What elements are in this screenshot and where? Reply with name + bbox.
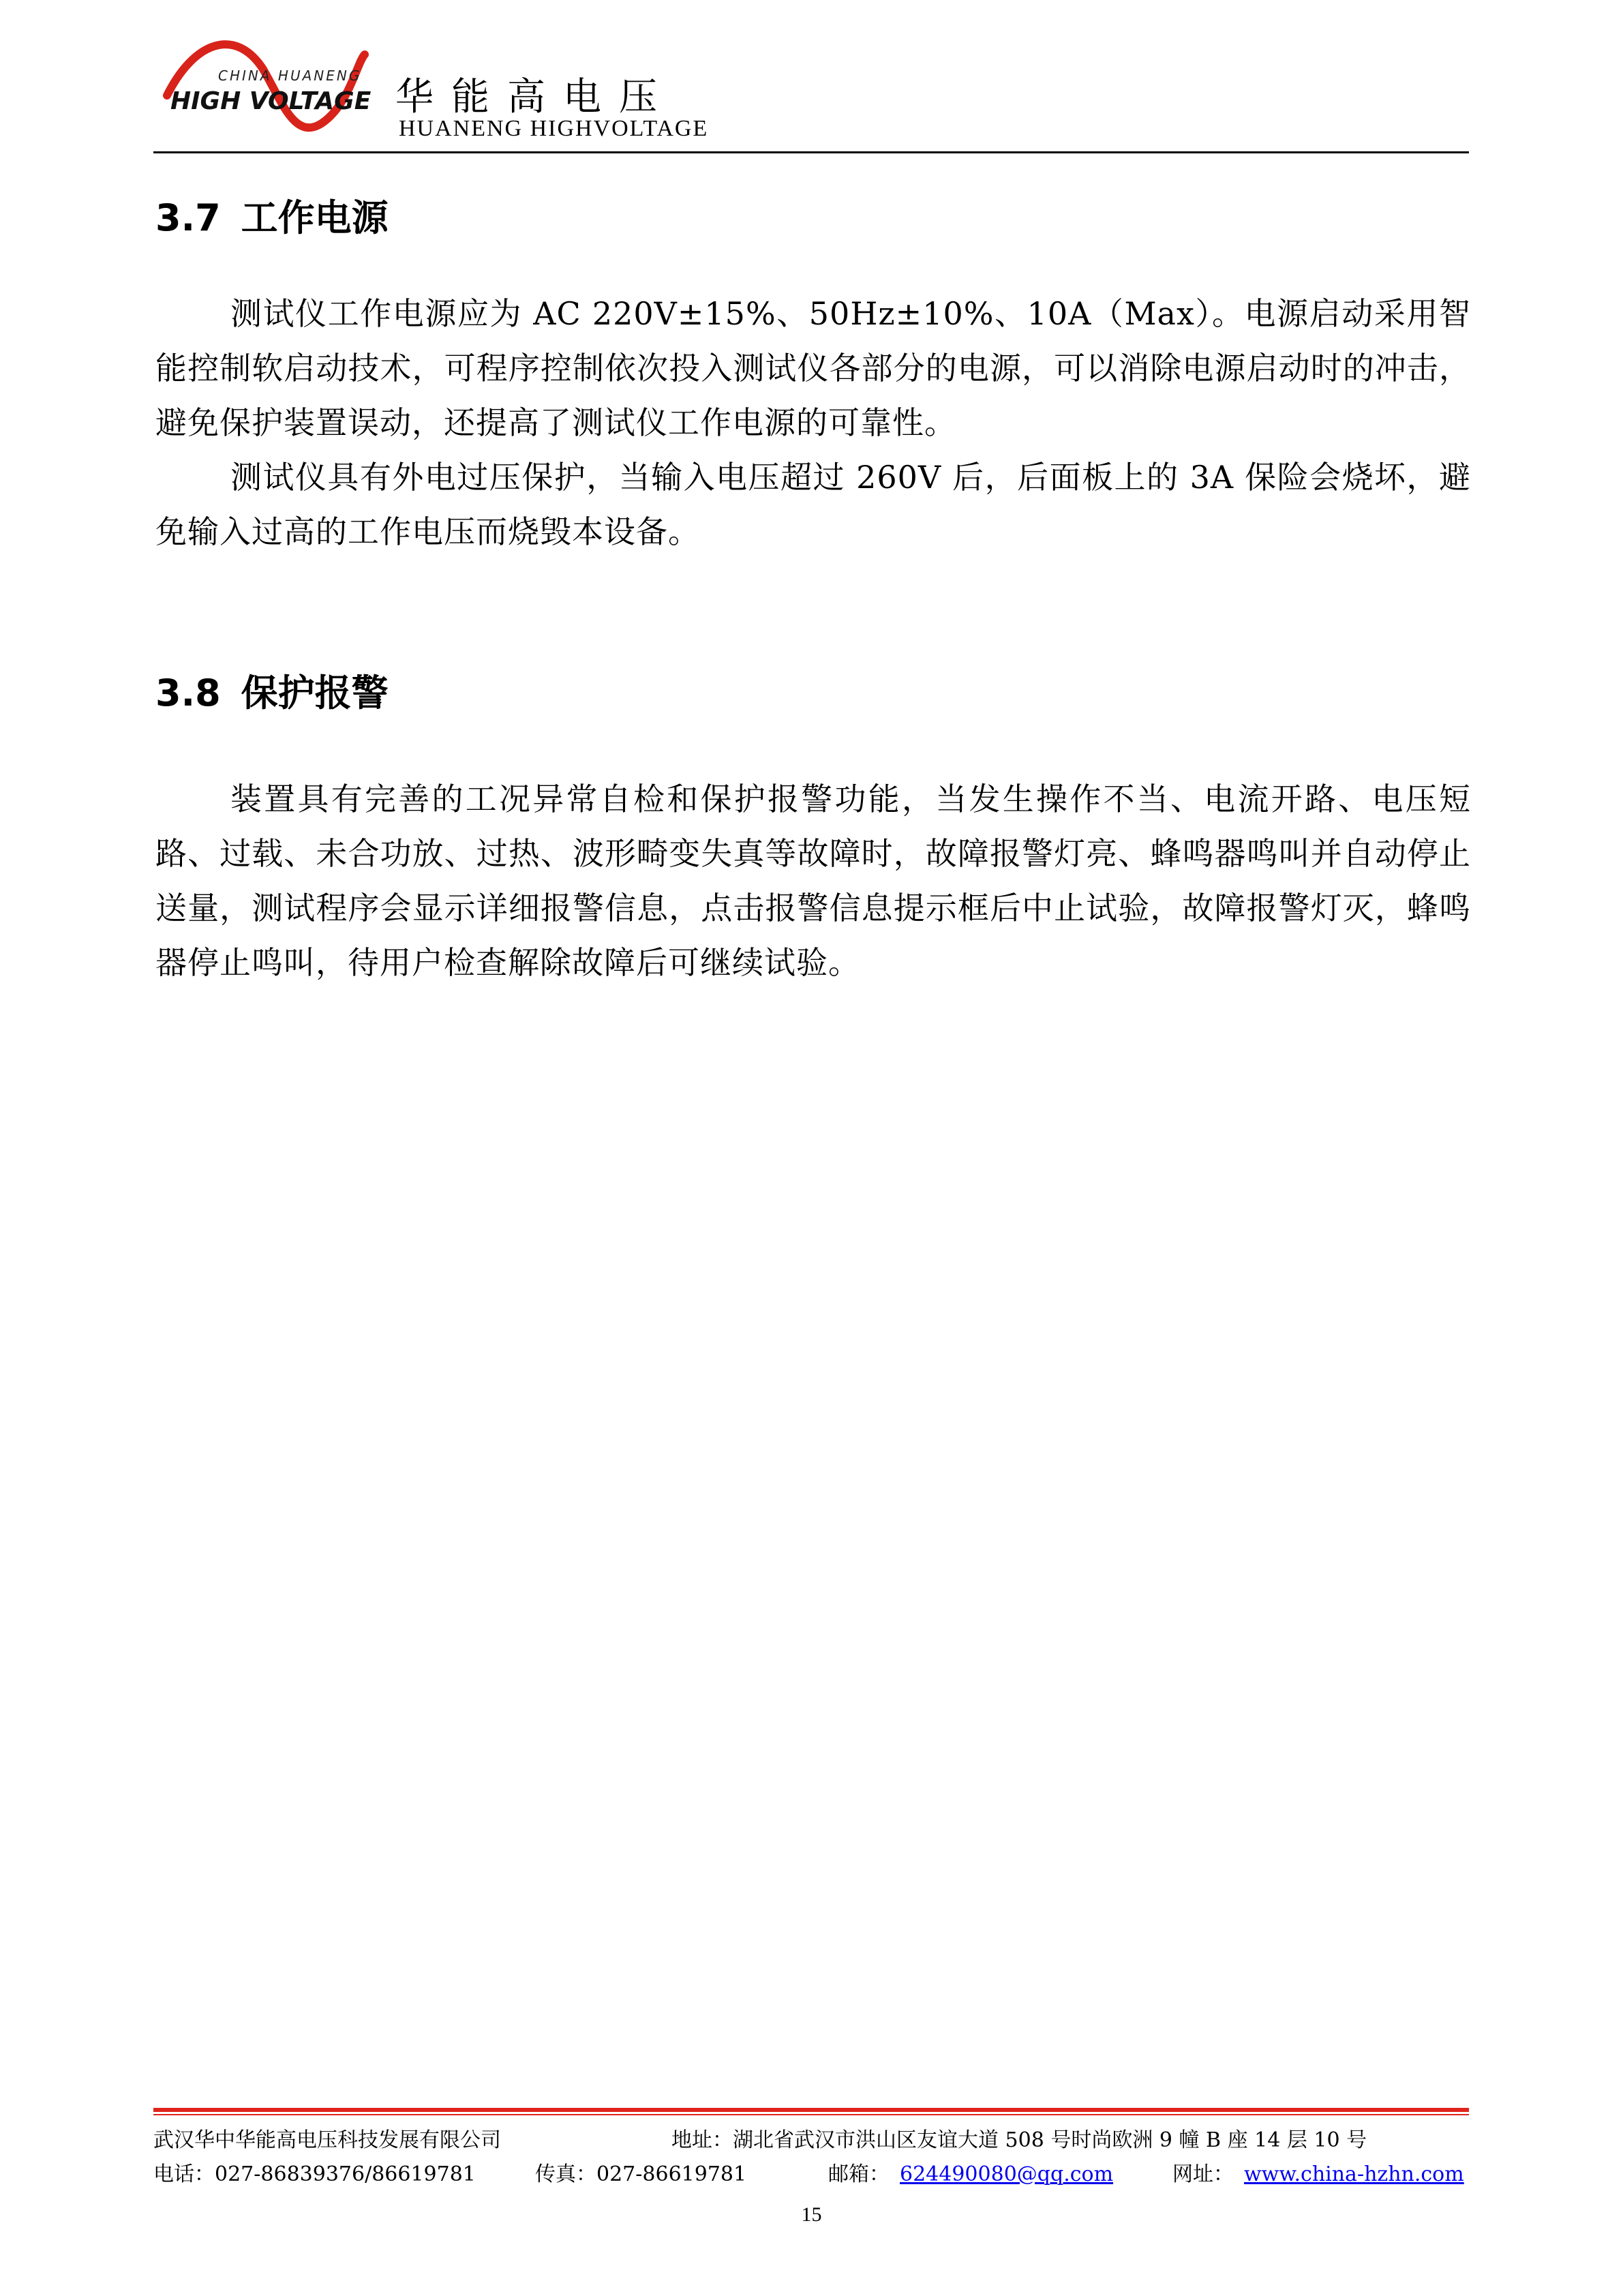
section-number: 3.8 — [155, 671, 221, 714]
brand-name-en: HUANENG HIGHVOLTAGE — [399, 116, 709, 141]
svg-text:CHINA HUANENG: CHINA HUANENG — [218, 67, 362, 84]
paragraph: 装置具有完善的工况异常自检和保护报警功能，当发生操作不当、电流开路、电压短路、过载、未合功放、过热、波形畸变失真等故障时，故障报警灯亮、蜂鸣器鸣叫并自动停止送量，测试程序会显示详细报警信息，点击报警信息提示框后中止试验，故障报警灯灭，蜂鸣器停止鸣叫，待用户检查解除故障后可继续试验。 — [155, 781, 1471, 981]
page-header — [153, 14, 1469, 157]
footer-row-1 — [153, 2124, 1469, 2158]
email-link[interactable]: 624490080@qq.com — [900, 2162, 1114, 2186]
paragraph: 测试仪具有外电过压保护，当输入电压超过 260V 后，后面板上的 3A 保险会烧坏，避免输入过高的工作电压而烧毁本设备。 — [155, 459, 1471, 550]
fax-number: 传真：027-86619781 — [535, 2162, 747, 2186]
website-link[interactable]: www.china-hzhn.com — [1244, 2162, 1464, 2186]
section-body — [155, 772, 1471, 990]
section-heading-3-8 — [155, 671, 389, 716]
section-number: 3.7 — [155, 196, 221, 239]
section-title: 工作电源 — [241, 196, 389, 239]
email-label: 邮箱： — [828, 2162, 890, 2186]
footer-divider-thin — [153, 2114, 1469, 2115]
brand-name-cn: 华能高电压 — [395, 75, 675, 119]
phone-number: 电话：027-86839376/86619781 — [153, 2162, 476, 2186]
paragraph: 测试仪工作电源应为 AC 220V±15%、50Hz±10%、10A（Max）。电源启动采用智能控制软启动技术，可程序控制依次投入测试仪各部分的电源，可以消除电源启动时的冲击，避免保护装置误动，还提高了测试仪工作电源的可靠性。 — [155, 295, 1471, 441]
website-label: 网址： — [1172, 2162, 1234, 2186]
huaneng-logo — [153, 14, 385, 157]
company-address: 地址：湖北省武汉市洪山区友谊大道 508 号时尚欧洲 9 幢 B 座 14 层 10 号 — [671, 2128, 1367, 2152]
page-footer — [153, 2124, 1469, 2192]
page-number: 15 — [801, 2203, 822, 2226]
footer-row-2 — [153, 2158, 1469, 2192]
svg-text:HIGH VOLTAGE: HIGH VOLTAGE — [170, 87, 371, 115]
footer-divider — [153, 2108, 1469, 2112]
section-title: 保护报警 — [241, 671, 389, 714]
company-name: 武汉华中华能高电压科技发展有限公司 — [153, 2128, 501, 2152]
section-body — [155, 286, 1471, 559]
section-heading-3-7 — [155, 196, 389, 241]
header-divider — [153, 151, 1469, 153]
